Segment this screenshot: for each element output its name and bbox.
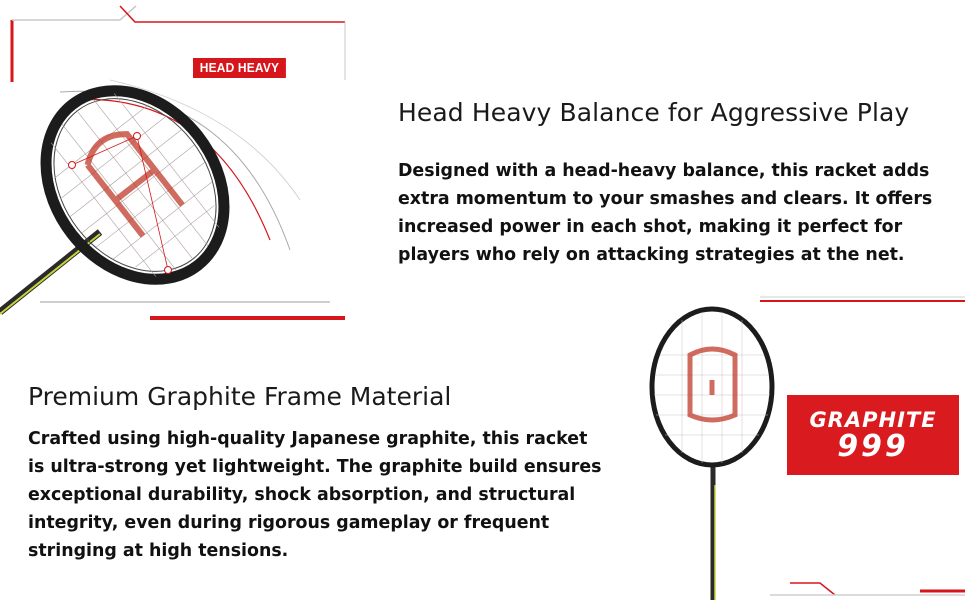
head-heavy-heading: Head Heavy Balance for Aggressive Play bbox=[398, 98, 910, 127]
graphite-999-badge bbox=[787, 395, 959, 475]
racket-head-heavy-illustration bbox=[0, 0, 350, 330]
graphite-description: Crafted using high-quality Japanese graphite, this racket is ultra-strong yet lightweight. The graphite build ensures exceptional durability, shock absorption, and structural integrity, even during rigorous gameplay or frequent stringing at high tensions. bbox=[28, 429, 602, 561]
graphite-heading: Premium Graphite Frame Material bbox=[28, 382, 452, 411]
head-heavy-badge: HEAD HEAVY bbox=[193, 58, 286, 78]
graphite-badge-line2: 999 bbox=[837, 429, 909, 464]
head-heavy-description: Designed with a head-heavy balance, this racket adds extra momentum to your smashes and clears. It offers increased power in each shot, making it perfect for players who rely on attacking strategies at the net. bbox=[398, 161, 933, 265]
graphite-badge-line1: GRAPHITE bbox=[809, 408, 937, 432]
head-heavy-image bbox=[0, 0, 350, 330]
